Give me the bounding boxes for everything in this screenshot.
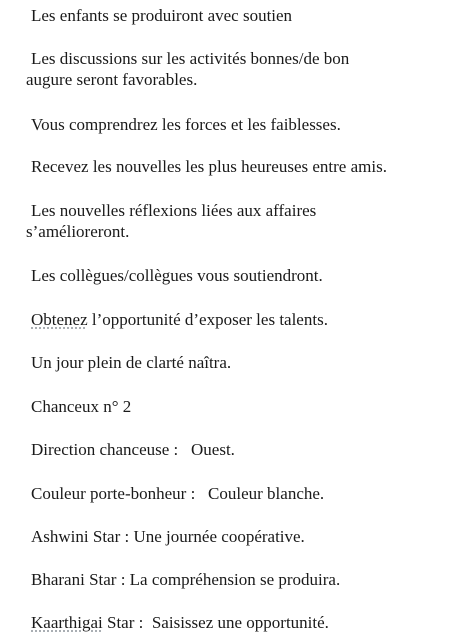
text-line: Bharani Star : La compréhension se produira.	[31, 570, 341, 589]
paragraph-clarity-day	[26, 352, 451, 373]
text-line: Direction chanceuse : Ouest.	[31, 440, 235, 459]
text-line: Couleur porte-bonheur : Couleur blanche.	[31, 484, 325, 503]
paragraph-bharani-star	[26, 569, 451, 590]
paragraph-kaarthigai-star	[26, 612, 451, 633]
paragraph-colleagues	[26, 265, 451, 286]
paragraph-happy-news	[26, 156, 451, 177]
text-line: Recevez les nouvelles les plus heureuses entre amis.	[31, 157, 387, 176]
text-line: Les collègues/collègues vous soutiendront.	[31, 266, 323, 285]
text-line: Les nouvelles réflexions liées aux affaires	[31, 201, 317, 220]
paragraph-ashwini-star	[26, 526, 451, 547]
spellcheck-word: Kaarthigai	[31, 613, 103, 632]
text-line: Chanceux n° 2	[31, 397, 132, 416]
paragraph-lucky-color	[26, 483, 451, 504]
paragraph-lucky-number	[26, 396, 451, 417]
paragraph-lucky-direction	[26, 439, 451, 460]
spellcheck-word: Obtenez	[31, 310, 88, 329]
text-line: Les enfants se produiront avec soutien	[31, 6, 293, 25]
text-line: Les discussions sur les activités bonnes/de bon	[31, 49, 350, 68]
text-line: l’opportunité d’exposer les talents.	[87, 310, 328, 329]
text-line: Vous comprendrez les forces et les faiblesses.	[31, 115, 341, 134]
text-line: s’amélioreront.	[26, 222, 130, 241]
text-line: Star : Saisissez une opportunité.	[102, 613, 329, 632]
text-line: Ashwini Star : Une journée coopérative.	[31, 527, 305, 546]
text-line: Un jour plein de clarté naîtra.	[31, 353, 232, 372]
paragraph-children-support	[26, 5, 451, 26]
text-line: augure seront favorables.	[26, 70, 198, 89]
paragraph-discussions	[26, 48, 446, 90]
paragraph-opportunity-talents	[26, 309, 451, 330]
paragraph-business-thoughts	[26, 200, 446, 242]
paragraph-strengths	[26, 114, 451, 135]
